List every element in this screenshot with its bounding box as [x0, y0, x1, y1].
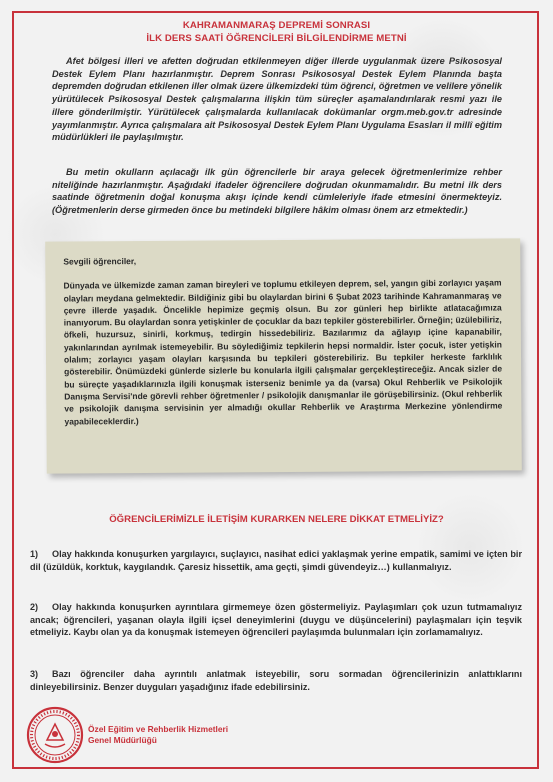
document-title-line1: KAHRAMANMARAŞ DEPREMİ SONRASI [182, 20, 371, 31]
communication-section-title: ÖĞRENCİLERİMİZLE İLETİŞİM KURARKEN NELERE DİKKAT ETMELİYİZ? [109, 514, 444, 525]
note-body: Dünyada ve ülkemizde zaman zaman bireyleri ve toplumu etkileyen deprem, sel, yangın gibi zorlayıcı yaşam olayları meydana gelmektedir. Bildiğiniz gibi bu olaylardan birini 6 Şubat 2023 tarihinde Kahramanmaraş ve çevre illerde yaşadık. Öncelikle hepimize geçmiş olsun. Bu zor günleri hep birlikte atlatacağımıza inanıyorum. Bu olaylardan sonra yetişkinler de çocuklar da bazı tepkiler gösterebilirler. Örneğin; üzülebiliriz, öfkeli, huzursuz, sinirli, korkmuş, tedirgin hissedebiliriz. Bazılarımız da ağlayıp içine kapanabilir, yakınlarından ayrılmak istemeyebilir. Bu söylediğimiz tepkilerin hepsi normaldir. İster çocuk, ister yetişkin olalım; zorlayıcı yaşam olayları karşısında bu tepkileri gösterebiliriz. Bu tepkiler herkeste farklılık gösterebilir. Önümüzdeki günlerde sizlerle bu konularla ilgili çalışmalar gerçekleştireceğiz. Ancak sizler de bu süreçte yaşadıklarınızla ilgili konuşmak isterseniz benimle ya da (varsa) Okul Rehberlik ve Psikolojik Danışma Servisi'nde görevli rehber öğretmenler / psikolojik danışmanlar ile görüşebilirsiniz. (Okul rehberlik ve psikolojik danışma servisinin yer almadığı okullar Rehberlik ve Araştırma Merkezine yönlendirme yapabileceklerdir.) [63, 277, 503, 427]
guideline-item-1 [30, 548, 522, 573]
guideline-text: Olay hakkında konuşurken ayrıntılara girmemeye özen göstermeliyiz. Paylaşımları çok uzun tutmamalıyız ancak; öğrencileri, yaşanan olayla ilgili içsel deneyimlerini (duygu ve düşüncelerini) paylaşmaları için teşvik etmeliyiz. Kaybı olan ya da konuşmak istemeyen öğrencileri paylaşımda bulunmaları için zorlamamalıyız. [30, 602, 522, 638]
footer-organization [88, 724, 228, 746]
document-title-line2: İLK DERS SAATİ ÖĞRENCİLERİ BİLGİLENDİRME METNİ [146, 33, 407, 44]
guideline-item-3 [30, 668, 522, 693]
guideline-number: 1) [30, 549, 39, 559]
guideline-text: Bazı öğrenciler daha ayrıntılı anlatmak isteyebilir, soru sormadan öğrencilerinizin anlattıklarını dinleyebilirsiniz. Benzer duyguları yaşadığınız ifade edebilirsiniz. [30, 669, 522, 692]
guideline-text: Olay hakkında konuşurken yargılayıcı, suçlayıcı, nasihat edici yaklaşmak yerine empatik, samimi ve içten bir dil (üzüldük, korktuk, kaygılandık. Çaresiz hissettik, ama geçti, şimdi güvendeyiz…) kullanmalıyız. [30, 549, 522, 572]
intro-paragraph-2: Bu metin okulların açılacağı ilk gün öğrencilerle bir araya gelecek öğretmenlerimize rehber niteliğinde hazırlanmıştır. Aşağıdaki ifadeler öğrencilere doğrudan okunmamalıdır. Bu metni ilk ders saatinde öğretmenin doğal konuşma akışı içinde kendi cümleleriyle ifade etmesini önermekteyiz. (Öğretmenlerin derse girmeden önce bu metindeki bilgilere hâkim olması önem arz etmektedir.) [52, 167, 502, 216]
guideline-number: 2) [30, 602, 39, 612]
footer-org-line1: Özel Eğitim ve Rehberlik Hizmetleri [88, 724, 229, 734]
student-note-card [45, 238, 522, 473]
guideline-item-2 [30, 601, 522, 639]
intro-paragraph-1: Afet bölgesi illeri ve afetten doğrudan etkilenmeyen diğer illerde uygulanmak üzere Psikososyal Destek Eylem Planı hazırlanmıştır. Deprem Sonrası Psikososyal Destek Eylem Planında başta depremden doğrudan etkilenen iller olmak üzere ülkemizdeki tüm öğrenci, öğretmen ve velilere yönelik yürütülecek Psikososyal Destek çalışmalarına ilişkin tüm süreçler aşamalandırılarak resmi yazı ile illere gönderilmiştir. Yürütülecek çalışmalarda kullanılacak dokümanlar orgm.meb.gov.tr adresinde yayımlanmıştır. Ayrıca çalışmalara ait Psikososyal Destek Eylem Planı Uygulama Esasları il millî eğitim müdürlükleri ile paylaşılmıştır. [52, 56, 502, 143]
footer-org-line2: Genel Müdürlüğü [88, 735, 157, 745]
guideline-number: 3) [30, 669, 39, 679]
ministry-seal-icon [26, 706, 84, 764]
note-greeting: Sevgili öğrenciler, [63, 256, 137, 267]
